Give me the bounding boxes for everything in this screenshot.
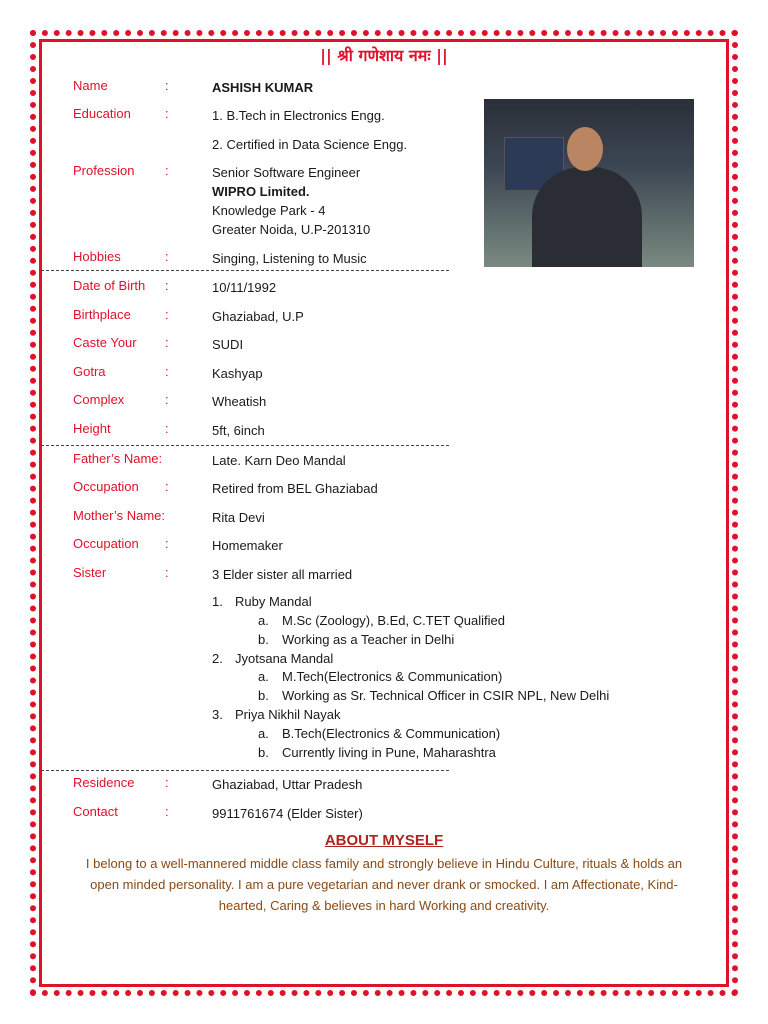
colon: : bbox=[165, 249, 169, 264]
colon: : bbox=[165, 307, 169, 322]
residence-label: Residence bbox=[73, 775, 135, 790]
height-value: 5ft, 6inch bbox=[212, 423, 265, 438]
colon: : bbox=[165, 804, 169, 819]
profession-label: Profession bbox=[73, 163, 135, 178]
sister-2-detail-b: Working as Sr. Technical Officer in CSIR NPL, New Delhi bbox=[282, 688, 610, 703]
colon: : bbox=[165, 536, 169, 551]
sub-item-marker: a. bbox=[258, 669, 269, 684]
sister-3-detail-a: B.Tech(Electronics & Communication) bbox=[282, 726, 501, 741]
sister-value: 3 Elder sister all married bbox=[212, 567, 353, 582]
education-value-2: 2. Certified in Data Science Engg. bbox=[212, 137, 408, 152]
name-label: Name bbox=[73, 78, 108, 93]
about-text: I belong to a well-mannered middle class family and strongly believe in Hindu Culture, rituals & holds an open minded personality. I am a pure vegetarian and never drank or smocked. I am Affectionate, Kind-hearted, Caring & believes in hard Working and creativity. bbox=[85, 856, 683, 913]
colon: : bbox=[165, 364, 169, 379]
mother-label: Mother’s Name: bbox=[73, 508, 165, 523]
sub-item-marker: b. bbox=[258, 688, 269, 703]
mother-occupation-value: Homemaker bbox=[212, 538, 283, 553]
sister-1-number: 1. bbox=[212, 594, 223, 609]
sister-label: Sister bbox=[73, 565, 107, 580]
name-value: ASHISH KUMAR bbox=[212, 80, 314, 95]
photo-person-head bbox=[567, 127, 603, 171]
sister-1-detail-a: M.Sc (Zoology), B.Ed, C.TET Qualified bbox=[282, 613, 505, 628]
hobbies-value: Singing, Listening to Music bbox=[212, 251, 367, 266]
colon: : bbox=[165, 278, 169, 293]
height-label: Height bbox=[73, 421, 111, 436]
hobbies-label: Hobbies bbox=[73, 249, 121, 264]
dob-value: 10/11/1992 bbox=[212, 280, 277, 295]
father-occupation-value: Retired from BEL Ghaziabad bbox=[212, 481, 378, 496]
photo-person-body bbox=[532, 167, 642, 267]
education-value-1: 1. B.Tech in Electronics Engg. bbox=[212, 108, 385, 123]
colon: : bbox=[165, 78, 169, 93]
sister-1-detail-b: Working as a Teacher in Delhi bbox=[282, 632, 455, 647]
complex-value: Wheatish bbox=[212, 394, 267, 409]
gotra-label: Gotra bbox=[73, 364, 106, 379]
sister-3-detail-b: Currently living in Pune, Maharashtra bbox=[282, 745, 496, 760]
gotra-value: Kashyap bbox=[212, 366, 263, 381]
about-title: ABOUT MYSELF bbox=[324, 832, 444, 849]
complex-label: Complex bbox=[73, 392, 125, 407]
colon: : bbox=[165, 565, 169, 580]
profession-line-4: Greater Noida, U.P-201310 bbox=[212, 222, 371, 237]
sub-item-marker: b. bbox=[258, 632, 269, 647]
caste-label: Caste Your bbox=[73, 335, 137, 350]
birthplace-label: Birthplace bbox=[73, 307, 131, 322]
sister-3-name: Priya Nikhil Nayak bbox=[235, 707, 341, 722]
section-divider bbox=[41, 445, 449, 446]
colon: : bbox=[165, 106, 169, 121]
sister-2-detail-a: M.Tech(Electronics & Communication) bbox=[282, 669, 503, 684]
contact-value: 9911761674 (Elder Sister) bbox=[212, 806, 363, 821]
birthplace-value: Ghaziabad, U.P bbox=[212, 309, 304, 324]
father-value: Late. Karn Deo Mandal bbox=[212, 453, 346, 468]
contact-label: Contact bbox=[73, 804, 118, 819]
mother-value: Rita Devi bbox=[212, 510, 265, 525]
colon: : bbox=[165, 775, 169, 790]
education-label: Education bbox=[73, 106, 131, 121]
profession-line-1: Senior Software Engineer bbox=[212, 165, 361, 180]
colon: : bbox=[165, 421, 169, 436]
sub-item-marker: a. bbox=[258, 726, 269, 741]
section-divider bbox=[41, 770, 449, 771]
colon: : bbox=[165, 163, 169, 178]
sub-item-marker: a. bbox=[258, 613, 269, 628]
mother-occupation-label: Occupation bbox=[73, 536, 139, 551]
colon: : bbox=[165, 335, 169, 350]
sister-2-number: 2. bbox=[212, 651, 223, 666]
sister-3-number: 3. bbox=[212, 707, 223, 722]
father-label: Father’s Name: bbox=[73, 451, 163, 466]
sub-item-marker: b. bbox=[258, 745, 269, 760]
father-occupation-label: Occupation bbox=[73, 479, 139, 494]
sister-1-name: Ruby Mandal bbox=[235, 594, 312, 609]
dob-label: Date of Birth bbox=[73, 278, 146, 293]
colon: : bbox=[165, 392, 169, 407]
sister-2-name: Jyotsana Mandal bbox=[235, 651, 334, 666]
profile-photo bbox=[484, 99, 694, 267]
invocation-heading: || श्री गणेशाय नमः || bbox=[320, 46, 448, 65]
caste-value: SUDI bbox=[212, 337, 244, 352]
residence-value: Ghaziabad, Uttar Pradesh bbox=[212, 777, 363, 792]
profession-line-2: WIPRO Limited. bbox=[212, 184, 310, 199]
colon: : bbox=[165, 479, 169, 494]
profession-line-3: Knowledge Park - 4 bbox=[212, 203, 326, 218]
section-divider bbox=[41, 270, 449, 271]
